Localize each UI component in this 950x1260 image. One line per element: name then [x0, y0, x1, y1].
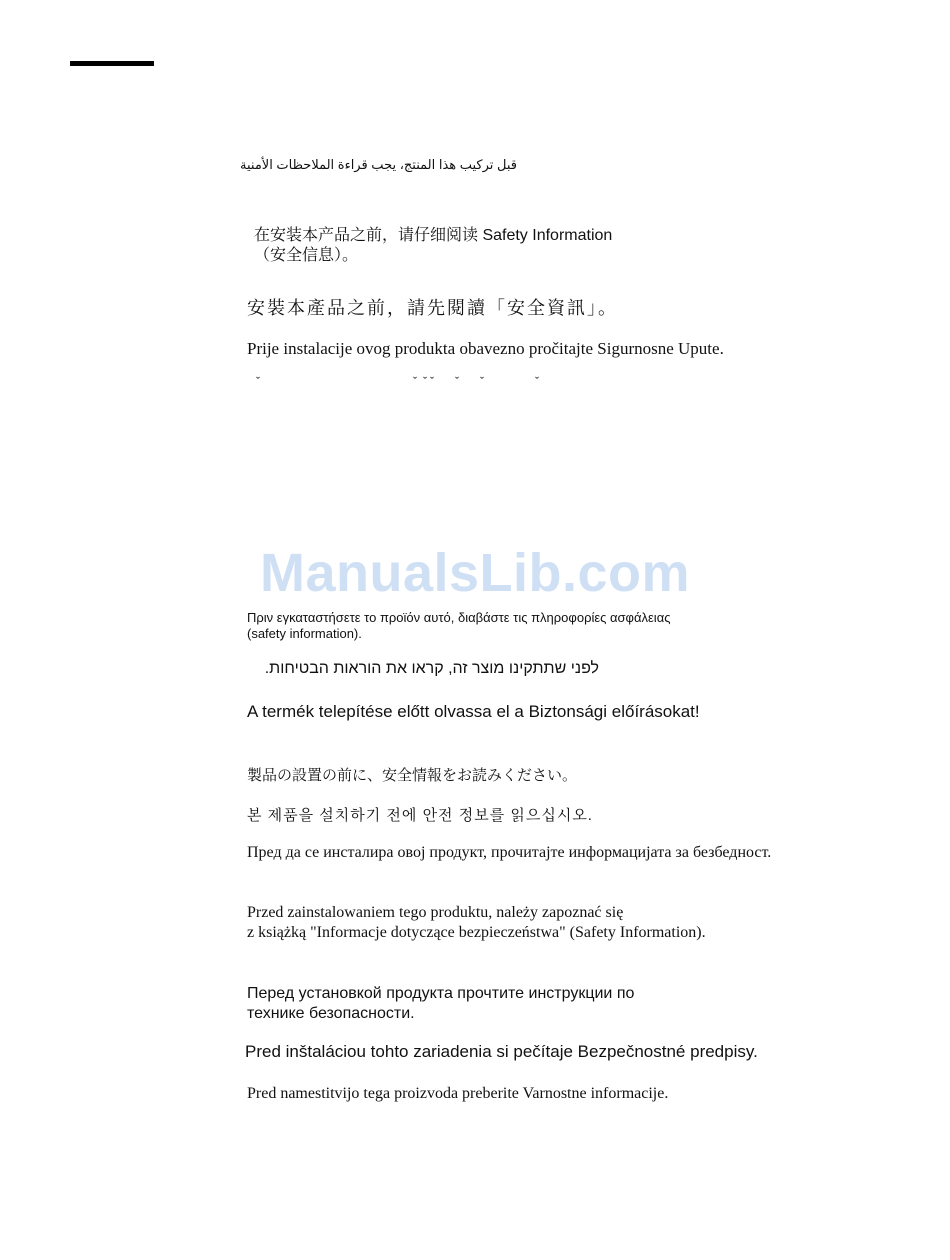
chinese-simplified-safety-notice	[254, 226, 612, 266]
slovenian-safety-notice: Pred namestitvijo tega proizvoda preberite Varnostne informacije.	[247, 1085, 669, 1102]
hungarian-safety-notice: A termék telepítése előtt olvassa el a Biztonsági előírásokat!	[247, 702, 700, 721]
manualslib-watermark: ManualsLib.com	[259, 543, 691, 603]
chinese-simplified-line-1: 在安装本产品之前，请仔细阅读 Safety Information	[254, 227, 613, 244]
korean-safety-notice: 본 제품을 설치하기 전에 안전 정보를 읽으십시오.	[247, 807, 593, 824]
chinese-traditional-safety-notice: 安裝本產品之前，請先閱讀「安全資訊」。	[247, 298, 618, 318]
polish-line-1: Przed zainstalowaniem tego produktu, należy zapoznać się	[247, 904, 624, 921]
polish-safety-notice	[247, 903, 706, 943]
russian-line-2: технике безопасности.	[247, 1005, 415, 1022]
polish-line-2: z książką "Informacje dotyczące bezpieczeństwa" (Safety Information).	[247, 924, 706, 941]
macedonian-safety-notice: Пред да се инсталира овој продукт, прочитајте информацијата за безбедност.	[247, 844, 772, 861]
russian-safety-notice	[247, 984, 634, 1024]
greek-line-1: Πριν εγκαταστήσετε το προϊόν αυτό, διαβάστε τις πληροφορίες ασφάλειας	[247, 610, 671, 625]
czech-safety-notice-marks: ˇ ˇ ˇ ˇ ˇ ˇ ˇ	[256, 374, 539, 388]
slovak-safety-notice: Pred inštaláciou tohto zariadenia si pečítaje Bezpečnostné predpisy.	[245, 1042, 758, 1061]
greek-safety-notice	[247, 610, 670, 642]
russian-line-1: Перед установкой продукта прочтите инструкции по	[247, 985, 635, 1002]
hebrew-safety-notice: לפני שתתקינו מוצר זה, קראו את הוראות הבטיחות.	[264, 660, 599, 677]
arabic-safety-notice: قبل تركيب هذا المنتج، يجب قراءة الملاحظات الأمنية	[240, 157, 517, 172]
header-rule	[70, 61, 154, 66]
croatian-safety-notice: Prije instalacije ovog produkta obavezno pročitajte Sigurnosne Upute.	[247, 339, 724, 358]
japanese-safety-notice: 製品の設置の前に、安全情報をお読みください。	[247, 767, 578, 784]
greek-line-2: (safety information).	[247, 626, 362, 641]
chinese-simplified-line-2: （安全信息）。	[254, 247, 359, 264]
